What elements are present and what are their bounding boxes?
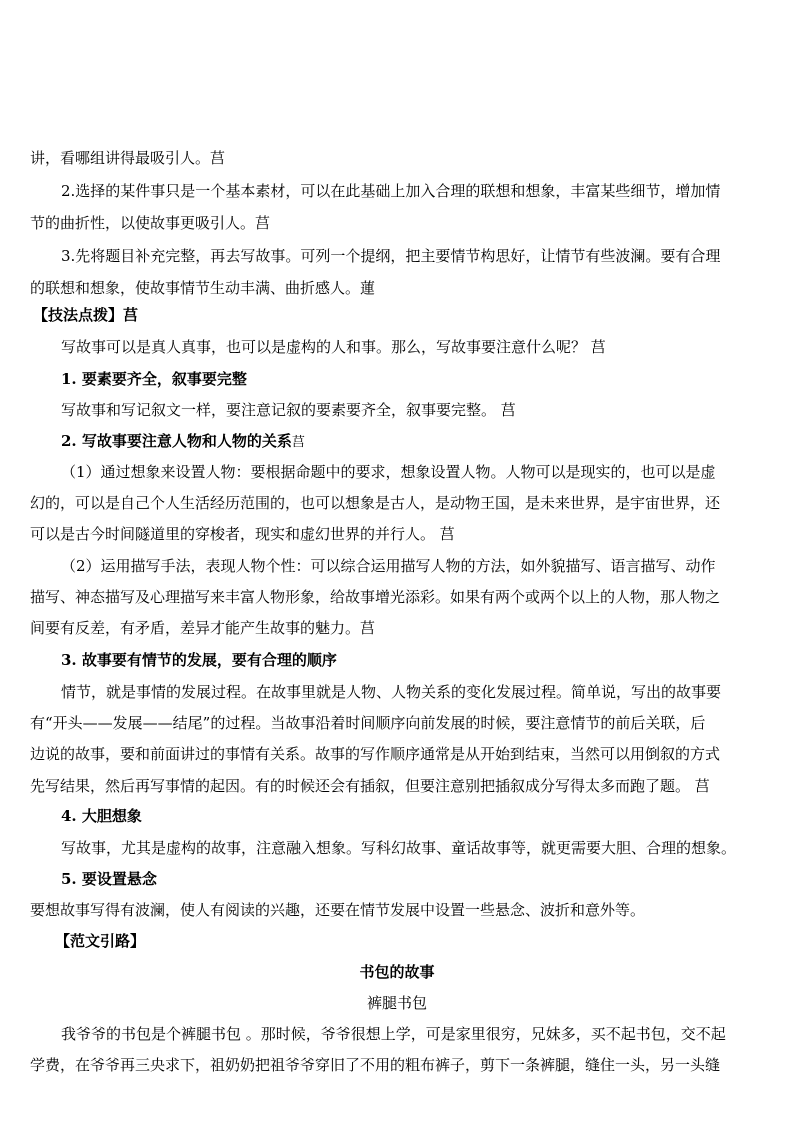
paragraph-line: 有“开头——发展——结尾”的过程。当故事沿着时间顺序向前发展的时候，要注意情节的前后关联，后 [30, 714, 706, 732]
section-heading-example: 【范文引路】 [55, 932, 146, 950]
paragraph-line: 幻的，可以是自己个人生活经历范围的，也可以想象是古人，是动物王国，是未来世界，是宇宙世界，还 [30, 494, 721, 512]
paragraph-line: 情节，就是事情的发展过程。在故事里就是人物、人物关系的变化发展过程。简单说，写出的故事要 [61, 683, 722, 701]
paragraph-line: 学费，在爷爷再三央求下，祖奶奶把祖爷爷穿旧了不用的粗布裤子，剪下一条裤腿，缝住一头，另一头缝 [30, 1056, 721, 1074]
subheading: 1. 要素要齐全，叙事要完整 [61, 370, 247, 388]
paragraph-line: 讲，看哪组讲得最吸引人。莒 [30, 149, 226, 167]
subheading: 3. 故事要有情节的发展，要有合理的顺序 [61, 651, 337, 669]
paragraph-line: 描写、神态描写及心理描写来丰富人物形象，给故事增光添彩。如果有两个或两个以上的人物，那人物之 [30, 588, 721, 606]
paragraph-line: 可以是古今时间隧道里的穿梭者，现实和虚幻世界的并行人。 莒 [30, 525, 455, 543]
essay-subtitle: 裤腿书包 [366, 994, 427, 1012]
paragraph-line: 节的曲折性，以使故事更吸引人。莒 [30, 214, 271, 232]
paragraph-line: 要想故事写得有波澜，使人有阅读的兴趣，还要在情节发展中设置一些悬念、波折和意外等。 [30, 901, 646, 919]
paragraph-line: 先写结果，然后再写事情的起因。有的时候还会有插叙，但要注意别把插叙成分写得太多而跑了题。 莒 [30, 777, 710, 795]
section-heading-technique: 【技法点拨】莒 [33, 306, 139, 324]
paragraph-line: 2.选择的某件事只是一个基本素材，可以在此基础上加入合理的联想和想象，丰富某些细节，增加情 [61, 182, 721, 200]
subheading: 4. 大胆想象 [61, 807, 142, 825]
paragraph-line: （1）通过想象来设置人物：要根据命题中的要求，想象设置人物。人物可以是现实的，也可以是虚 [61, 463, 716, 481]
essay-title: 书包的故事 [359, 963, 435, 981]
subheading: 5. 要设置悬念 [61, 870, 157, 888]
paragraph-line: 写故事可以是真人真事，也可以是虚构的人和事。那么，写故事要注意什么呢？ 莒 [61, 338, 606, 356]
paragraph-line: 我爷爷的书包是个裤腿书包 。那时候，爷爷很想上学，可是家里很穷，兄妹多，买不起书包，交不起 [61, 1025, 726, 1043]
paragraph-line: （2）运用描写手法，表现人物个性：可以综合运用描写人物的方法，如外貌描写、语言描写、动作 [61, 557, 716, 575]
paragraph-line: 边说的故事，要和前面讲过的事情有关系。故事的写作顺序通常是从开始到结束，当然可以用倒叙的方式 [30, 745, 721, 763]
paragraph-line: 写故事和写记叙文一样，要注意记叙的要素要齐全，叙事要完整。 莒 [61, 401, 516, 419]
paragraph-line: 间要有反差，有矛盾，差异才能产生故事的魅力。莒 [30, 619, 376, 637]
subheading: 2. 写故事要注意人物和人物的关系莒 [61, 432, 305, 450]
paragraph-line: 3.先将题目补充完整，再去写故事。可列一个提纲，把主要情节构思好，让情节有些波澜。要有合理 [61, 247, 721, 265]
paragraph-line: 写故事，尤其是虚构的故事，注意融入想象。写科幻故事、童话故事等，就更需要大胆、合理的想象。 [61, 839, 737, 857]
paragraph-line: 的联想和想象，使故事情节生动丰满、曲折感人。蓮 [30, 279, 376, 297]
